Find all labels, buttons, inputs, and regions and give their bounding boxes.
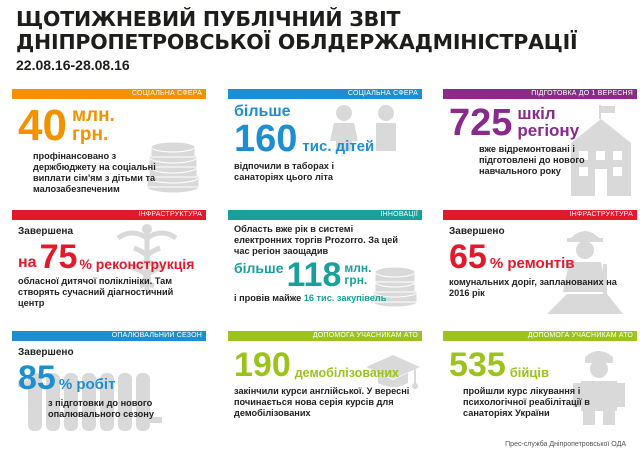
card-soldiers-rehab: [443, 331, 637, 438]
stat-number: 160: [234, 118, 298, 160]
stat-number: 85: [18, 359, 56, 397]
stat-unit-2: грн.: [344, 273, 368, 287]
stat-description: з підготовки до нового опалювального сезону: [48, 398, 154, 419]
stat-lead: Завершено: [449, 226, 505, 237]
card-social-payments: [12, 89, 206, 196]
stat-prefix: більше: [234, 103, 291, 120]
stat-unit: млн.: [71, 105, 115, 126]
report-title-line2: ДНІПРОПЕТРОВСЬКОЇ ОБЛДЕРЖАДМІНІСТРАЦІЇ: [16, 30, 578, 54]
stat-unit: млн.: [344, 261, 372, 275]
stat-description: обласної дитячої поліклініки. Там створять сучасний діагностичний центр: [18, 276, 174, 308]
stat-lead: Область вже рік в системі електронних торгів Prozorro. За цей час регіон заощадив: [234, 224, 399, 256]
stat-number: 65: [449, 238, 487, 276]
card-road-repairs: [443, 210, 637, 317]
footer-credit: Прес-служба Дніпропетровської ОДА: [505, 441, 626, 448]
report-header: [16, 8, 626, 74]
stat-description: вже відремонтовані і підготовлені до нового навчального року: [479, 144, 585, 176]
report-title-line1: ЩОТИЖНЕВИЙ ПУБЛІЧНИЙ ЗВІТ: [16, 7, 401, 31]
card-clinic-reconstruction: [12, 210, 206, 317]
category-label: ІНФРАСТРУКТУРА: [569, 211, 633, 218]
stat-prefix: більше: [234, 260, 284, 276]
stat-unit: % реконструкція: [79, 256, 195, 272]
stat-unit: бійців: [509, 365, 549, 380]
stat-unit: шкіл: [517, 104, 556, 123]
stat-unit: демобілізованих: [294, 365, 399, 380]
category-label: СОЦІАЛЬНА СФЕРА: [131, 90, 202, 97]
stat-description: закінчили курси англійської. У вересні починається нова серія курсів для демобілізованих: [234, 386, 410, 418]
stat-description: і провів майже: [234, 293, 302, 303]
stat-number: 75: [39, 238, 78, 276]
stat-unit: тис. дітей: [302, 138, 375, 155]
stat-description: пройшли курс лікування і психологічної реабілітації в санаторіях України: [463, 386, 590, 418]
stat-description: профінансовано з держбюджету на соціальні виплати сім'ям з дітьми та малозабезпеченим: [33, 151, 156, 194]
stat-description: відпочили в таборах і санаторіях цього літа: [234, 161, 335, 182]
stat-unit: % робіт: [58, 376, 116, 393]
stat-number: 725: [449, 102, 513, 144]
category-label: ДОПОМОГА УЧАСНИКАМ АТО: [527, 332, 633, 339]
stat-highlight: 16 тис. закупівель: [303, 293, 387, 303]
stat-unit-2: грн.: [71, 124, 109, 145]
card-children-rest: [228, 89, 422, 196]
stat-lead: Завершена: [18, 226, 74, 237]
category-label: ІНФРАСТРУКТУРА: [138, 211, 202, 218]
category-label: СОЦІАЛЬНА СФЕРА: [347, 90, 418, 97]
category-label: ІННОВАЦІЇ: [380, 211, 418, 218]
stat-number: 535: [449, 346, 506, 384]
stat-description: комунальних доріг, запланованих на 2016 рік: [449, 277, 617, 298]
stat-number: 118: [286, 256, 342, 294]
category-label: ДОПОМОГА УЧАСНИКАМ АТО: [312, 332, 418, 339]
card-prozorro: [228, 210, 422, 317]
category-label: ПІДГОТОВКА ДО 1 ВЕРЕСНЯ: [531, 90, 633, 97]
stat-lead: Завершено: [18, 347, 74, 358]
stat-unit: % ремонтів: [489, 255, 575, 272]
category-label: ОПАЛЮВАЛЬНИЙ СЕЗОН: [111, 332, 202, 339]
stat-number: 40: [18, 101, 67, 150]
card-english-courses: [228, 331, 422, 438]
stat-number: 190: [234, 346, 291, 384]
stat-prefix: на: [18, 254, 37, 271]
card-heating-season: [12, 331, 206, 438]
stat-unit-2: регіону: [517, 121, 580, 140]
card-schools: [443, 89, 637, 196]
report-dates: 22.08.16-28.08.16: [16, 57, 130, 73]
